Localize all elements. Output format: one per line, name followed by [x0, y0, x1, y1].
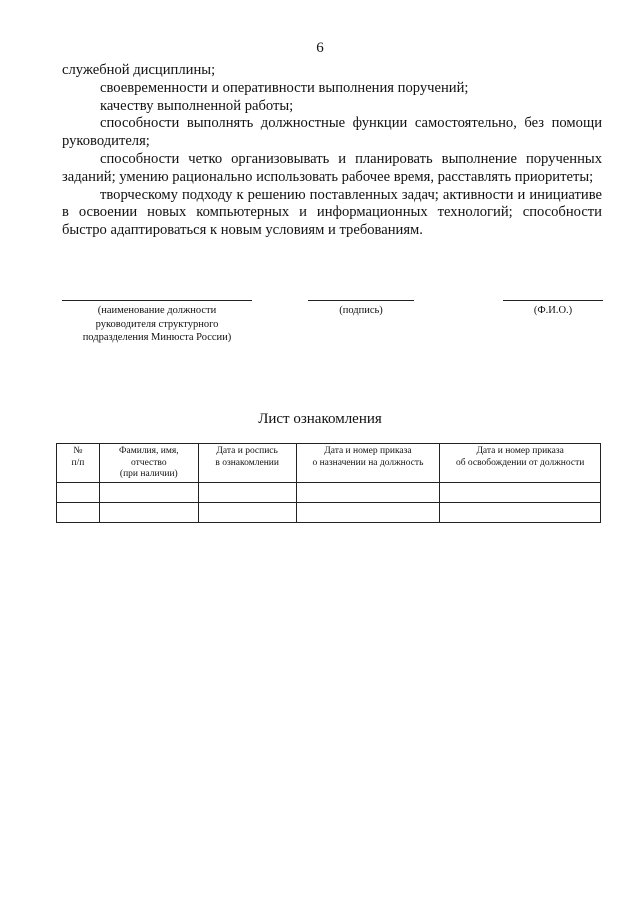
position-caption: (наименование должности руководителя структурного подразделения Минюста России) — [82, 305, 232, 343]
table-cell — [440, 482, 601, 502]
paragraph: способности четко организовывать и планировать выполнение порученных заданий; умению рационально использовать рабочее время, расставлять приоритеты; — [62, 150, 602, 185]
column-appointment-order: Дата и номер приказа о назначении на должность — [296, 444, 440, 483]
column-dismissal-order: Дата и номер приказа об освобождении от должности — [440, 444, 601, 483]
page-number: 6 — [316, 40, 324, 56]
acknowledgment-table — [56, 443, 601, 523]
paragraph: служебной дисциплины; — [62, 62, 216, 78]
table-cell — [99, 502, 198, 522]
paragraph: качеству выполненной работы; — [100, 97, 294, 114]
paragraph: своевременности и оперативности выполнения поручений; — [100, 79, 469, 96]
paragraph: творческому подходу к решению поставленных задач; активности и инициативе в освоении новых компьютерных и информационных технологий; способности быстро адаптироваться к новым условиям и требованиям. — [62, 186, 602, 239]
signature-field — [308, 300, 414, 318]
position-signature-field — [62, 300, 252, 345]
signature-line — [308, 300, 414, 301]
table-cell — [57, 482, 100, 502]
table-cell — [99, 482, 198, 502]
table-cell — [57, 502, 100, 522]
paragraph: способности выполнять должностные функции самостоятельно, без помощи руководителя; — [62, 115, 602, 150]
table-row — [57, 482, 601, 502]
table-cell — [198, 482, 296, 502]
signature-caption: (подпись) — [339, 305, 383, 316]
table-cell — [296, 482, 440, 502]
table-cell — [296, 502, 440, 522]
table-row — [57, 502, 601, 522]
name-field — [503, 300, 603, 318]
name-caption: (Ф.И.О.) — [533, 305, 573, 316]
acknowledgment-title: Лист ознакомления — [258, 411, 382, 427]
name-line — [503, 300, 603, 301]
table-cell — [440, 502, 601, 522]
column-number: № п/п — [57, 444, 100, 483]
position-line — [62, 300, 252, 301]
column-full-name: Фамилия, имя, отчество (при наличии) — [99, 444, 198, 483]
table-header-row — [57, 444, 601, 483]
evaluation-criteria-text — [62, 62, 602, 240]
table-cell — [198, 502, 296, 522]
column-date-signature: Дата и роспись в ознакомлении — [198, 444, 296, 483]
